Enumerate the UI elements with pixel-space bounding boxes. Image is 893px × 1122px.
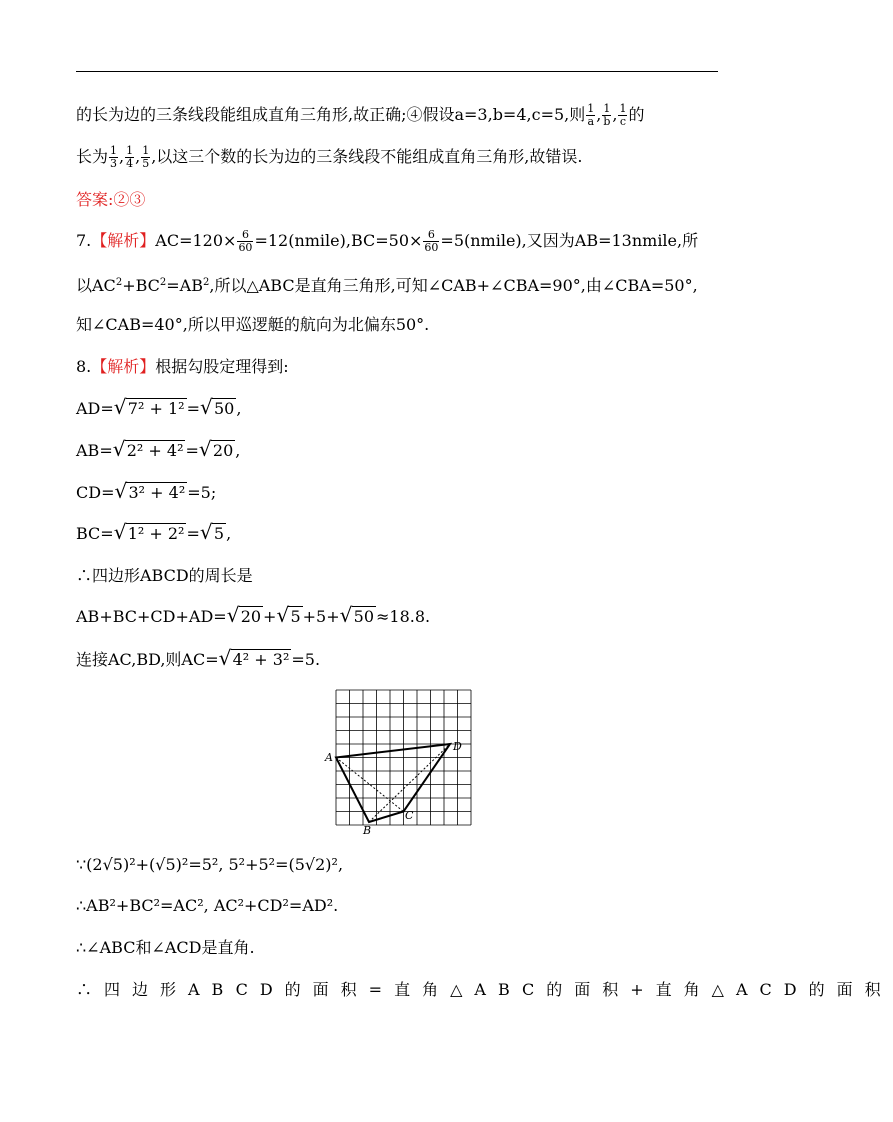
ad-formula: AD= √ 7² + 1² = √ 50 , xyxy=(76,395,242,419)
label-c: C xyxy=(405,809,414,822)
label-a: A xyxy=(325,751,333,764)
sqrt: √ 4² + 3² xyxy=(218,646,290,670)
quadrilateral-abcd xyxy=(336,744,450,822)
perimeter-formula: AB+BC+CD+AD= √ 20 + √ 5 +5+ √ 50 ≈18.8. xyxy=(76,603,431,627)
text-line-1: 的长为边的三条线段能组成直角三角形,故正确;④假设a=3,b=4,c=5,则 $\frac{1}{a}$ , $\frac{1}{b}$ , $\frac{1}{c}$ 的 xyxy=(76,102,645,128)
text: 的长为边的三条线段能组成直角三角形,故正确;④假设a=3,b=4,c=5,则 xyxy=(76,105,586,124)
label-d: D xyxy=(453,740,462,753)
sqrt: √ 1² + 2² xyxy=(113,520,185,544)
ab-formula: AB= √ 2² + 4² = √ 20 , xyxy=(76,437,241,461)
cd-formula: CD= √ 3² + 4² =5; xyxy=(76,479,217,503)
q7-line-3: 知∠CAB=40°,所以甲巡逻艇的航向为北偏东50°. xyxy=(76,315,430,334)
label-b: B xyxy=(363,824,372,837)
sqrt: √ 5 xyxy=(199,520,225,544)
sqrt: √ 20 xyxy=(198,437,234,461)
fraction: $\frac{1}{4}$ xyxy=(126,144,134,170)
fraction: $\frac{1}{b}$ xyxy=(603,102,611,128)
therefore-line-3: ∴∠ABC和∠ACD是直角. xyxy=(76,938,255,957)
sqrt: √ 20 xyxy=(226,603,262,627)
join-formula: 连接AC,BD,则AC= √ 4² + 3² =5. xyxy=(76,646,321,670)
fraction: $\frac{1}{c}$ xyxy=(619,102,627,128)
fraction: $\frac{1}{3}$ xyxy=(110,144,118,170)
q8-intro: 8.【解析】根据勾股定理得到: xyxy=(76,357,289,376)
bc-formula: BC= √ 1² + 2² = √ 5 , xyxy=(76,520,232,544)
q7-line-2: 以$AC^2+BC^2=AB^2$,所以△ABC是直角三角形,可知∠CAB+∠CBA=90°,由∠CBA=50°, xyxy=(76,276,698,295)
grid-figure xyxy=(322,688,474,838)
sqrt: √ 50 xyxy=(199,395,235,419)
analysis-tag: 【解析】 xyxy=(91,231,156,250)
text-line-2: 长为 $\frac{1}{3}$ , $\frac{1}{4}$ , $\frac{1}{5}$ ,以这三个数的长为边的三条线段不能组成直角三角形,故错误. xyxy=(76,144,583,170)
fraction: $\frac{1}{5}$ xyxy=(142,144,150,170)
therefore-line-2: ∴AB²+BC²=AC², AC²+CD²=AD². xyxy=(76,896,339,915)
fraction: $\frac{6}{60}$ xyxy=(238,228,253,254)
perimeter-intro: ∴四边形ABCD的周长是 xyxy=(76,566,253,585)
sqrt: √ 2² + 4² xyxy=(112,437,184,461)
analysis-tag: 【解析】 xyxy=(91,357,156,376)
sqrt: √ 50 xyxy=(339,603,374,627)
because-line: ∵(2√5)²+(√5)²=5², 5²+5²=(5√2)², xyxy=(76,855,344,874)
sqrt: √ 5 xyxy=(276,603,301,627)
answer-line: 答案:②③ xyxy=(76,190,146,209)
sqrt: √ 7² + 1² xyxy=(113,395,185,419)
sqrt: √ 3² + 4² xyxy=(114,479,186,503)
fraction: $\frac{6}{60}$ xyxy=(424,228,439,254)
fraction: $\frac{1}{a}$ xyxy=(587,102,595,128)
therefore-line-4: ∴四边形ABCD的面积=直角△ABC的面积+直角△ACD的面积 xyxy=(76,980,893,999)
q7-line-1: 7.【解析】AC=120× $\frac{6}{60}$ =12(nmile),BC=50× $\frac{6}{60}$ =5(nmile),又因为AB=13nmile,所 xyxy=(76,228,699,254)
header-rule xyxy=(76,71,718,72)
